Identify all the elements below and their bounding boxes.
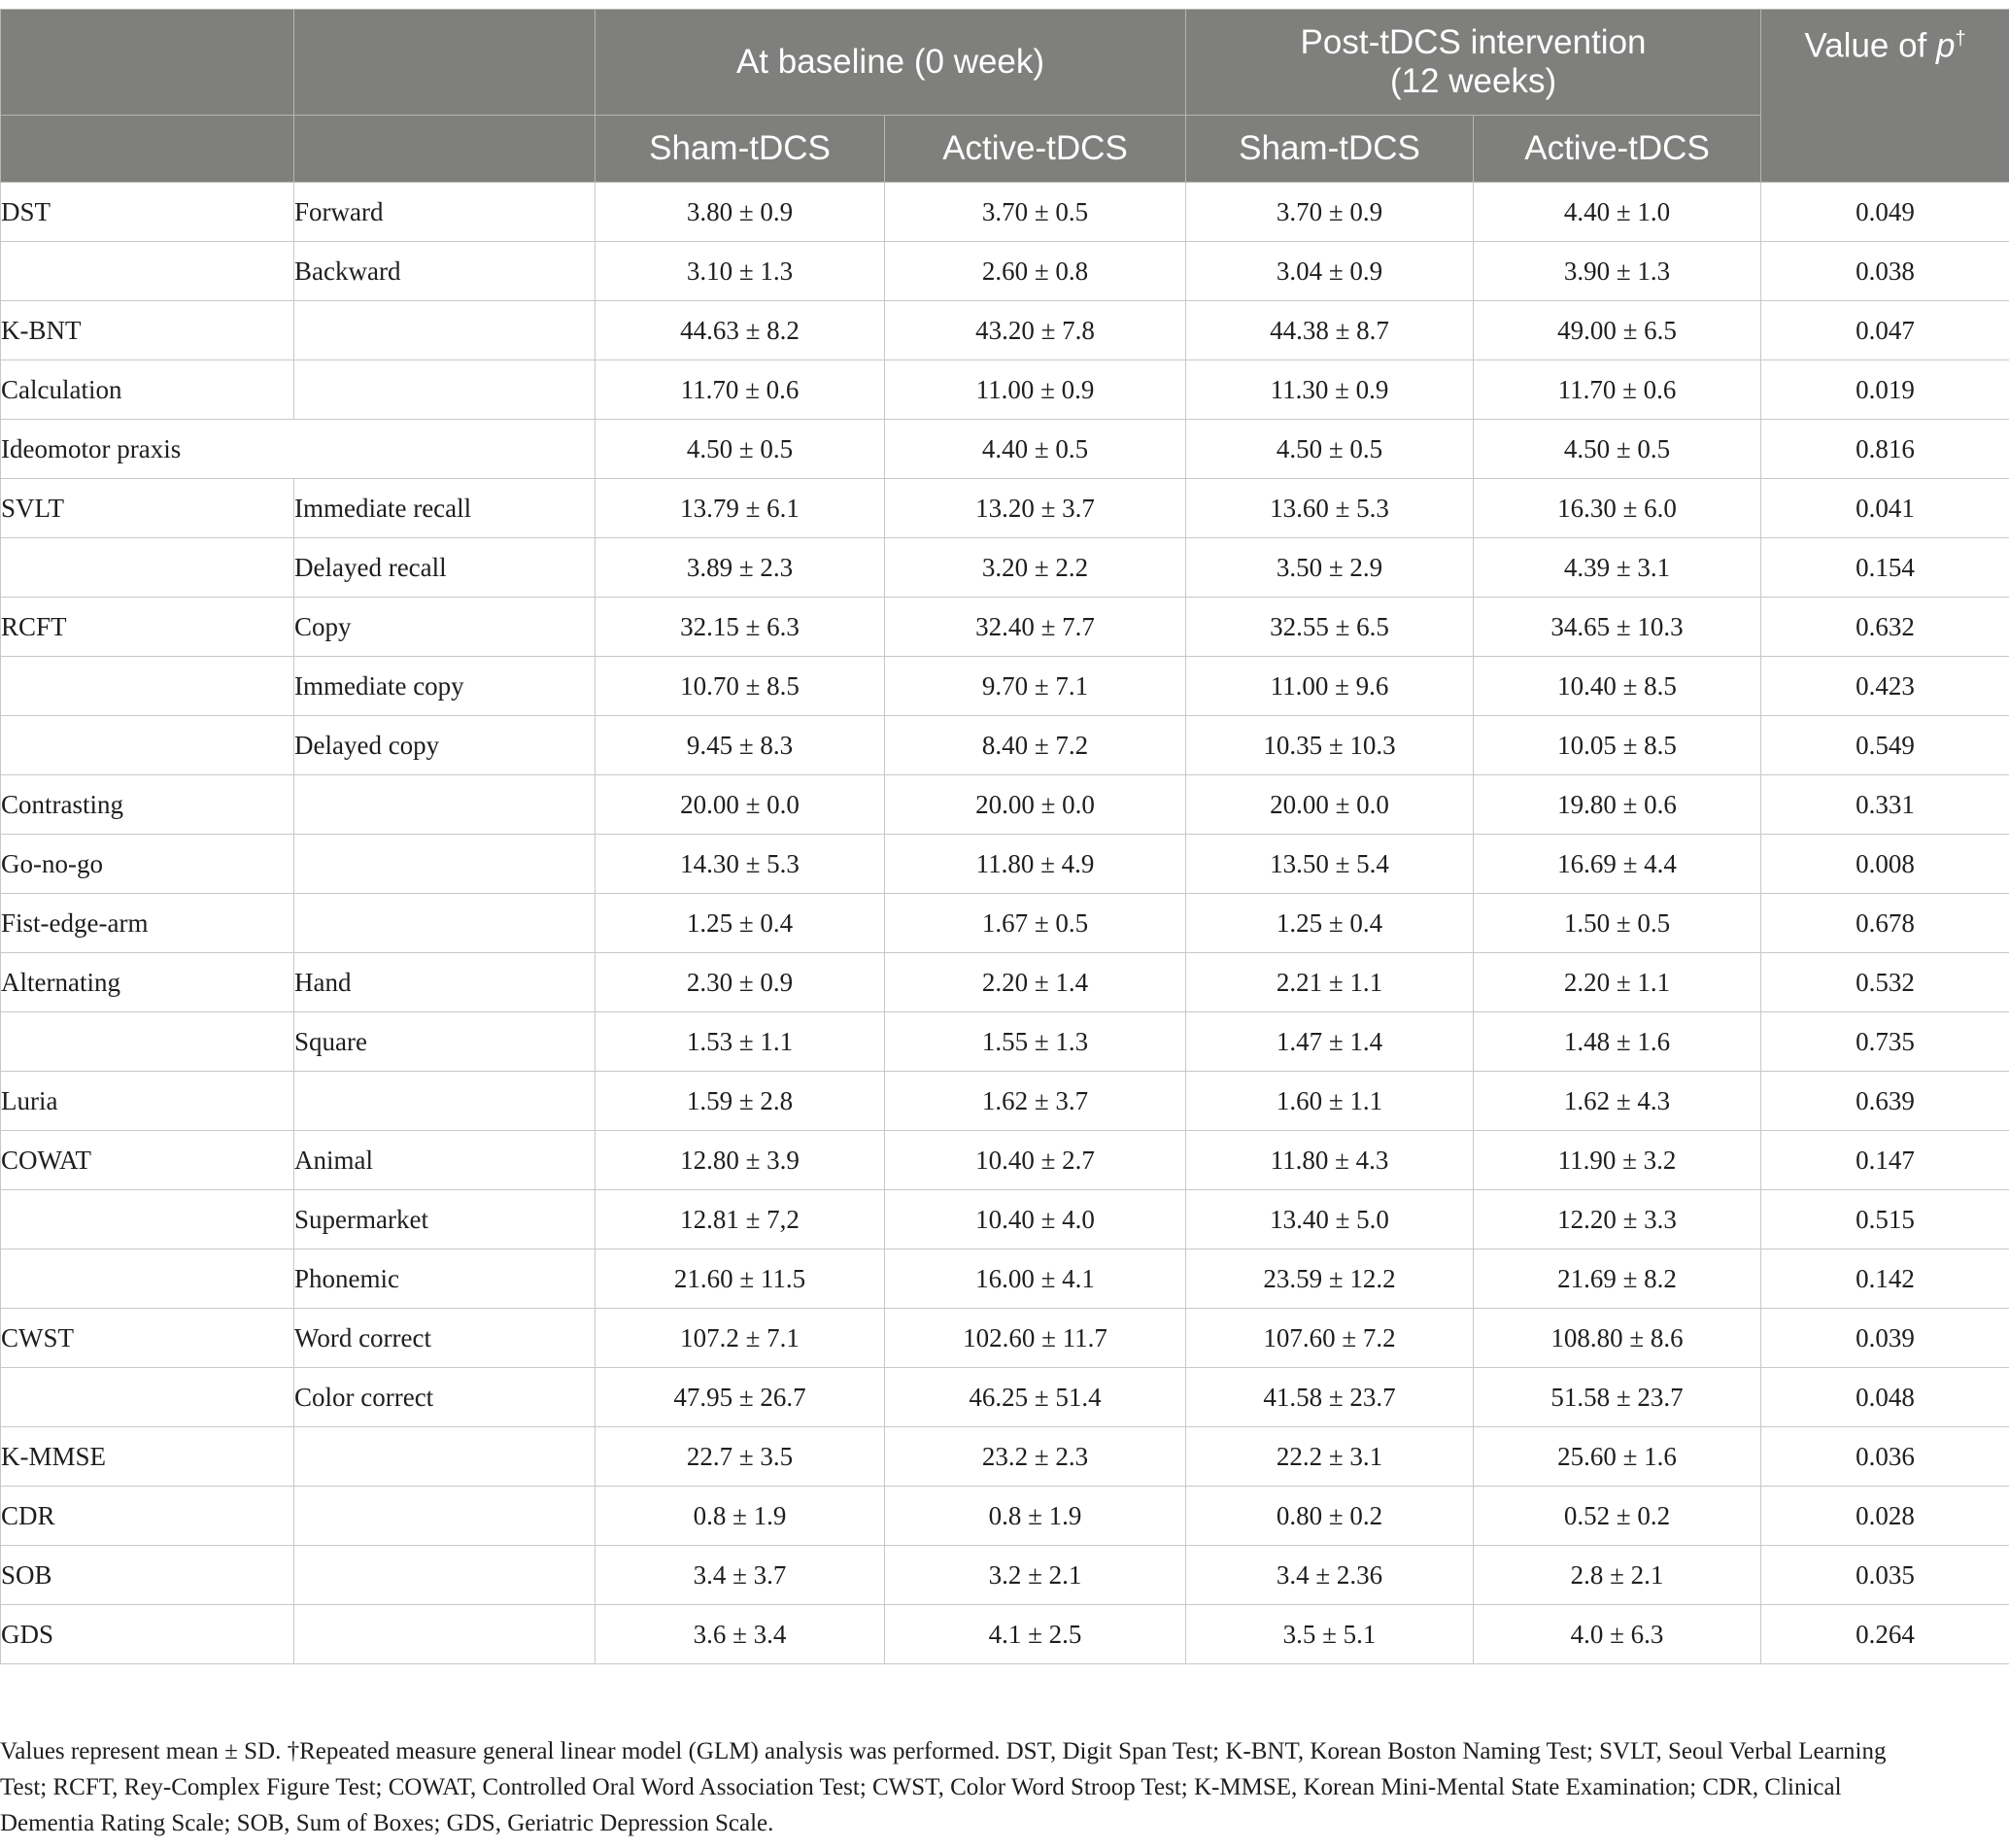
test-name-cell: CWST [1, 1309, 294, 1368]
subtest-cell [294, 775, 596, 835]
post-sham-cell: 13.60 ± 5.3 [1186, 479, 1474, 538]
post-active-cell: 3.90 ± 1.3 [1474, 242, 1761, 301]
post-active-cell: 0.52 ± 0.2 [1474, 1487, 1761, 1546]
baseline-active-cell: 43.20 ± 7.8 [885, 301, 1186, 360]
p-value-cell: 0.632 [1761, 598, 2009, 657]
post-sham-cell: 13.50 ± 5.4 [1186, 835, 1474, 894]
subtest-cell: Copy [294, 598, 596, 657]
post-active-cell: 25.60 ± 1.6 [1474, 1427, 1761, 1487]
subtest-cell: Phonemic [294, 1249, 596, 1309]
post-active-cell: 4.50 ± 0.5 [1474, 420, 1761, 479]
table-row [1, 657, 2009, 716]
subtest-cell: Color correct [294, 1368, 596, 1427]
test-name-cell: CDR [1, 1487, 294, 1546]
table-row [1, 301, 2009, 360]
header-blank-test-2 [1, 116, 294, 183]
post-sham-cell: 3.70 ± 0.9 [1186, 183, 1474, 242]
subtest-cell [294, 301, 596, 360]
baseline-sham-cell: 13.79 ± 6.1 [596, 479, 885, 538]
p-value-cell: 0.035 [1761, 1546, 2009, 1605]
table-row [1, 1546, 2009, 1605]
subtest-cell: Backward [294, 242, 596, 301]
post-active-cell: 108.80 ± 8.6 [1474, 1309, 1761, 1368]
post-active-cell: 1.50 ± 0.5 [1474, 894, 1761, 953]
header-post-sham: Sham-tDCS [1186, 116, 1474, 183]
table-row [1, 538, 2009, 598]
test-name-cell: SOB [1, 1546, 294, 1605]
post-sham-cell: 107.60 ± 7.2 [1186, 1309, 1474, 1368]
test-name-cell [1, 1190, 294, 1249]
subtest-cell [294, 1487, 596, 1546]
header-blank-subtest-2 [294, 116, 596, 183]
footnote-line-1: Values represent mean ± SD. †Repeated measure general linear model (GLM) analysis was performed. DST, Digit Span Test; K-BNT, Korean Boston Naming Test; SVLT, Seoul Verbal Learning [0, 1738, 1887, 1764]
post-active-cell: 4.40 ± 1.0 [1474, 183, 1761, 242]
post-sham-cell: 3.4 ± 2.36 [1186, 1546, 1474, 1605]
post-sham-cell: 11.00 ± 9.6 [1186, 657, 1474, 716]
post-sham-cell: 1.47 ± 1.4 [1186, 1012, 1474, 1072]
table-row [1, 1605, 2009, 1664]
footnote-line-3: Dementia Rating Scale; SOB, Sum of Boxes; GDS, Geriatric Depression Scale. [0, 1810, 774, 1836]
baseline-active-cell: 102.60 ± 11.7 [885, 1309, 1186, 1368]
post-sham-cell: 3.04 ± 0.9 [1186, 242, 1474, 301]
header-blank-test [1, 10, 294, 116]
post-sham-cell: 20.00 ± 0.0 [1186, 775, 1474, 835]
test-name-cell [1, 657, 294, 716]
table-row [1, 716, 2009, 775]
p-value-cell: 0.038 [1761, 242, 2009, 301]
baseline-active-cell: 10.40 ± 4.0 [885, 1190, 1186, 1249]
test-name-cell: Alternating [1, 953, 294, 1012]
post-sham-cell: 10.35 ± 10.3 [1186, 716, 1474, 775]
table-row [1, 775, 2009, 835]
header-p-value-label: Value of [1804, 26, 1937, 65]
baseline-active-cell: 9.70 ± 7.1 [885, 657, 1186, 716]
p-value-cell: 0.147 [1761, 1131, 2009, 1190]
table-row [1, 1487, 2009, 1546]
baseline-sham-cell: 4.50 ± 0.5 [596, 420, 885, 479]
table-header [1, 10, 2009, 183]
baseline-active-cell: 3.70 ± 0.5 [885, 183, 1186, 242]
post-sham-cell: 13.40 ± 5.0 [1186, 1190, 1474, 1249]
subtest-cell: Square [294, 1012, 596, 1072]
test-name-cell [1, 538, 294, 598]
baseline-sham-cell: 3.10 ± 1.3 [596, 242, 885, 301]
header-dagger: † [1955, 28, 1966, 50]
p-value-cell: 0.039 [1761, 1309, 2009, 1368]
table-row [1, 420, 2009, 479]
p-value-cell: 0.423 [1761, 657, 2009, 716]
table-row [1, 1072, 2009, 1131]
p-value-cell: 0.048 [1761, 1368, 2009, 1427]
table-row [1, 1012, 2009, 1072]
baseline-sham-cell: 1.59 ± 2.8 [596, 1072, 885, 1131]
baseline-sham-cell: 2.30 ± 0.9 [596, 953, 885, 1012]
post-active-cell: 49.00 ± 6.5 [1474, 301, 1761, 360]
table-row [1, 479, 2009, 538]
baseline-sham-cell: 20.00 ± 0.0 [596, 775, 885, 835]
post-active-cell: 11.70 ± 0.6 [1474, 360, 1761, 420]
baseline-sham-cell: 10.70 ± 8.5 [596, 657, 885, 716]
test-name-cell: DST [1, 183, 294, 242]
post-active-cell: 16.69 ± 4.4 [1474, 835, 1761, 894]
post-sham-cell: 1.25 ± 0.4 [1186, 894, 1474, 953]
baseline-sham-cell: 3.80 ± 0.9 [596, 183, 885, 242]
post-sham-cell: 3.5 ± 5.1 [1186, 1605, 1474, 1664]
post-sham-cell: 32.55 ± 6.5 [1186, 598, 1474, 657]
table-row [1, 953, 2009, 1012]
baseline-sham-cell: 9.45 ± 8.3 [596, 716, 885, 775]
subtest-cell: Hand [294, 953, 596, 1012]
post-sham-cell: 3.50 ± 2.9 [1186, 538, 1474, 598]
post-active-cell: 51.58 ± 23.7 [1474, 1368, 1761, 1427]
baseline-sham-cell: 14.30 ± 5.3 [596, 835, 885, 894]
baseline-active-cell: 1.55 ± 1.3 [885, 1012, 1186, 1072]
subtest-cell: Immediate copy [294, 657, 596, 716]
header-baseline: At baseline (0 week) [596, 10, 1186, 116]
p-value-cell: 0.041 [1761, 479, 2009, 538]
p-value-cell: 0.008 [1761, 835, 2009, 894]
baseline-active-cell: 23.2 ± 2.3 [885, 1427, 1186, 1487]
p-value-cell: 0.036 [1761, 1427, 2009, 1487]
test-name-cell [1, 242, 294, 301]
subtest-cell [294, 1546, 596, 1605]
table-body [1, 183, 2009, 1664]
subtest-cell [294, 1427, 596, 1487]
header-post-line2: (12 weeks) [1389, 62, 1557, 100]
post-active-cell: 2.8 ± 2.1 [1474, 1546, 1761, 1605]
header-p-value [1761, 10, 2009, 183]
header-row-groups [1, 10, 2009, 116]
subtest-cell: Delayed recall [294, 538, 596, 598]
test-name-cell [1, 716, 294, 775]
header-baseline-sham: Sham-tDCS [596, 116, 885, 183]
test-name-cell: SVLT [1, 479, 294, 538]
baseline-active-cell: 2.20 ± 1.4 [885, 953, 1186, 1012]
post-active-cell: 10.05 ± 8.5 [1474, 716, 1761, 775]
test-name-cell: RCFT [1, 598, 294, 657]
baseline-active-cell: 11.00 ± 0.9 [885, 360, 1186, 420]
baseline-active-cell: 2.60 ± 0.8 [885, 242, 1186, 301]
baseline-active-cell: 10.40 ± 2.7 [885, 1131, 1186, 1190]
p-value-cell: 0.678 [1761, 894, 2009, 953]
table-row [1, 1131, 2009, 1190]
table-row [1, 1249, 2009, 1309]
header-baseline-active: Active-tDCS [885, 116, 1186, 183]
table-row [1, 1368, 2009, 1427]
header-post-line1: Post-tDCS intervention [1300, 23, 1647, 61]
p-value-cell: 0.019 [1761, 360, 2009, 420]
p-value-cell: 0.331 [1761, 775, 2009, 835]
test-name-cell: K-BNT [1, 301, 294, 360]
table-row [1, 183, 2009, 242]
p-value-cell: 0.028 [1761, 1487, 2009, 1546]
post-active-cell: 21.69 ± 8.2 [1474, 1249, 1761, 1309]
post-sham-cell: 2.21 ± 1.1 [1186, 953, 1474, 1012]
baseline-sham-cell: 107.2 ± 7.1 [596, 1309, 885, 1368]
baseline-sham-cell: 12.80 ± 3.9 [596, 1131, 885, 1190]
test-name-cell: K-MMSE [1, 1427, 294, 1487]
subtest-cell [294, 360, 596, 420]
test-name-cell: Ideomotor praxis [1, 420, 596, 479]
header-p-symbol: p [1936, 26, 1956, 65]
baseline-active-cell: 20.00 ± 0.0 [885, 775, 1186, 835]
subtest-cell [294, 1072, 596, 1131]
test-name-cell: GDS [1, 1605, 294, 1664]
baseline-sham-cell: 32.15 ± 6.3 [596, 598, 885, 657]
baseline-sham-cell: 3.89 ± 2.3 [596, 538, 885, 598]
p-value-cell: 0.154 [1761, 538, 2009, 598]
subtest-cell [294, 835, 596, 894]
baseline-active-cell: 1.62 ± 3.7 [885, 1072, 1186, 1131]
header-row-arms [1, 116, 2009, 183]
baseline-sham-cell: 47.95 ± 26.7 [596, 1368, 885, 1427]
baseline-sham-cell: 0.8 ± 1.9 [596, 1487, 885, 1546]
table-row [1, 1427, 2009, 1487]
test-name-cell: Fist-edge-arm [1, 894, 294, 953]
p-value-cell: 0.639 [1761, 1072, 2009, 1131]
baseline-sham-cell: 1.25 ± 0.4 [596, 894, 885, 953]
baseline-sham-cell: 1.53 ± 1.1 [596, 1012, 885, 1072]
subtest-cell: Delayed copy [294, 716, 596, 775]
baseline-active-cell: 4.40 ± 0.5 [885, 420, 1186, 479]
footnote-line-2: Test; RCFT, Rey-Complex Figure Test; COWAT, Controlled Oral Word Association Test; CWST, Color Word Stroop Test; K-MMSE, Korean Mini-Mental State Examination; CDR, Clinical [0, 1774, 1842, 1800]
table-row [1, 1309, 2009, 1368]
post-active-cell: 12.20 ± 3.3 [1474, 1190, 1761, 1249]
subtest-cell: Supermarket [294, 1190, 596, 1249]
baseline-sham-cell: 12.81 ± 7,2 [596, 1190, 885, 1249]
test-name-cell: Luria [1, 1072, 294, 1131]
results-table [0, 9, 2009, 1664]
baseline-active-cell: 4.1 ± 2.5 [885, 1605, 1186, 1664]
subtest-cell: Immediate recall [294, 479, 596, 538]
baseline-active-cell: 13.20 ± 3.7 [885, 479, 1186, 538]
baseline-sham-cell: 11.70 ± 0.6 [596, 360, 885, 420]
post-sham-cell: 4.50 ± 0.5 [1186, 420, 1474, 479]
baseline-active-cell: 3.20 ± 2.2 [885, 538, 1186, 598]
header-blank-subtest [294, 10, 596, 116]
test-name-cell: Contrasting [1, 775, 294, 835]
p-value-cell: 0.049 [1761, 183, 2009, 242]
table-footnote [0, 1733, 1992, 1841]
post-active-cell: 10.40 ± 8.5 [1474, 657, 1761, 716]
post-sham-cell: 44.38 ± 8.7 [1186, 301, 1474, 360]
test-name-cell [1, 1249, 294, 1309]
post-active-cell: 4.0 ± 6.3 [1474, 1605, 1761, 1664]
post-active-cell: 16.30 ± 6.0 [1474, 479, 1761, 538]
baseline-sham-cell: 22.7 ± 3.5 [596, 1427, 885, 1487]
table-row [1, 242, 2009, 301]
table-row [1, 894, 2009, 953]
table-row [1, 835, 2009, 894]
baseline-active-cell: 16.00 ± 4.1 [885, 1249, 1186, 1309]
baseline-active-cell: 8.40 ± 7.2 [885, 716, 1186, 775]
subtest-cell: Forward [294, 183, 596, 242]
test-name-cell [1, 1368, 294, 1427]
p-value-cell: 0.735 [1761, 1012, 2009, 1072]
subtest-cell: Word correct [294, 1309, 596, 1368]
baseline-active-cell: 11.80 ± 4.9 [885, 835, 1186, 894]
post-sham-cell: 11.80 ± 4.3 [1186, 1131, 1474, 1190]
post-active-cell: 34.65 ± 10.3 [1474, 598, 1761, 657]
baseline-active-cell: 46.25 ± 51.4 [885, 1368, 1186, 1427]
baseline-active-cell: 3.2 ± 2.1 [885, 1546, 1186, 1605]
table-row [1, 360, 2009, 420]
p-value-cell: 0.264 [1761, 1605, 2009, 1664]
test-name-cell: COWAT [1, 1131, 294, 1190]
subtest-cell [294, 894, 596, 953]
post-sham-cell: 1.60 ± 1.1 [1186, 1072, 1474, 1131]
post-active-cell: 11.90 ± 3.2 [1474, 1131, 1761, 1190]
baseline-sham-cell: 21.60 ± 11.5 [596, 1249, 885, 1309]
p-value-cell: 0.816 [1761, 420, 2009, 479]
baseline-sham-cell: 44.63 ± 8.2 [596, 301, 885, 360]
post-sham-cell: 23.59 ± 12.2 [1186, 1249, 1474, 1309]
test-name-cell: Calculation [1, 360, 294, 420]
p-value-cell: 0.047 [1761, 301, 2009, 360]
post-active-cell: 1.48 ± 1.6 [1474, 1012, 1761, 1072]
subtest-cell [294, 1605, 596, 1664]
post-active-cell: 1.62 ± 4.3 [1474, 1072, 1761, 1131]
post-active-cell: 2.20 ± 1.1 [1474, 953, 1761, 1012]
header-post-intervention [1186, 10, 1761, 116]
header-post-active: Active-tDCS [1474, 116, 1761, 183]
post-sham-cell: 22.2 ± 3.1 [1186, 1427, 1474, 1487]
baseline-active-cell: 0.8 ± 1.9 [885, 1487, 1186, 1546]
post-sham-cell: 11.30 ± 0.9 [1186, 360, 1474, 420]
post-active-cell: 19.80 ± 0.6 [1474, 775, 1761, 835]
baseline-sham-cell: 3.4 ± 3.7 [596, 1546, 885, 1605]
table-row [1, 598, 2009, 657]
test-name-cell [1, 1012, 294, 1072]
p-value-cell: 0.532 [1761, 953, 2009, 1012]
post-sham-cell: 0.80 ± 0.2 [1186, 1487, 1474, 1546]
post-active-cell: 4.39 ± 3.1 [1474, 538, 1761, 598]
post-sham-cell: 41.58 ± 23.7 [1186, 1368, 1474, 1427]
baseline-active-cell: 1.67 ± 0.5 [885, 894, 1186, 953]
baseline-active-cell: 32.40 ± 7.7 [885, 598, 1186, 657]
table-row [1, 1190, 2009, 1249]
p-value-cell: 0.515 [1761, 1190, 2009, 1249]
subtest-cell: Animal [294, 1131, 596, 1190]
p-value-cell: 0.142 [1761, 1249, 2009, 1309]
p-value-cell: 0.549 [1761, 716, 2009, 775]
test-name-cell: Go-no-go [1, 835, 294, 894]
baseline-sham-cell: 3.6 ± 3.4 [596, 1605, 885, 1664]
